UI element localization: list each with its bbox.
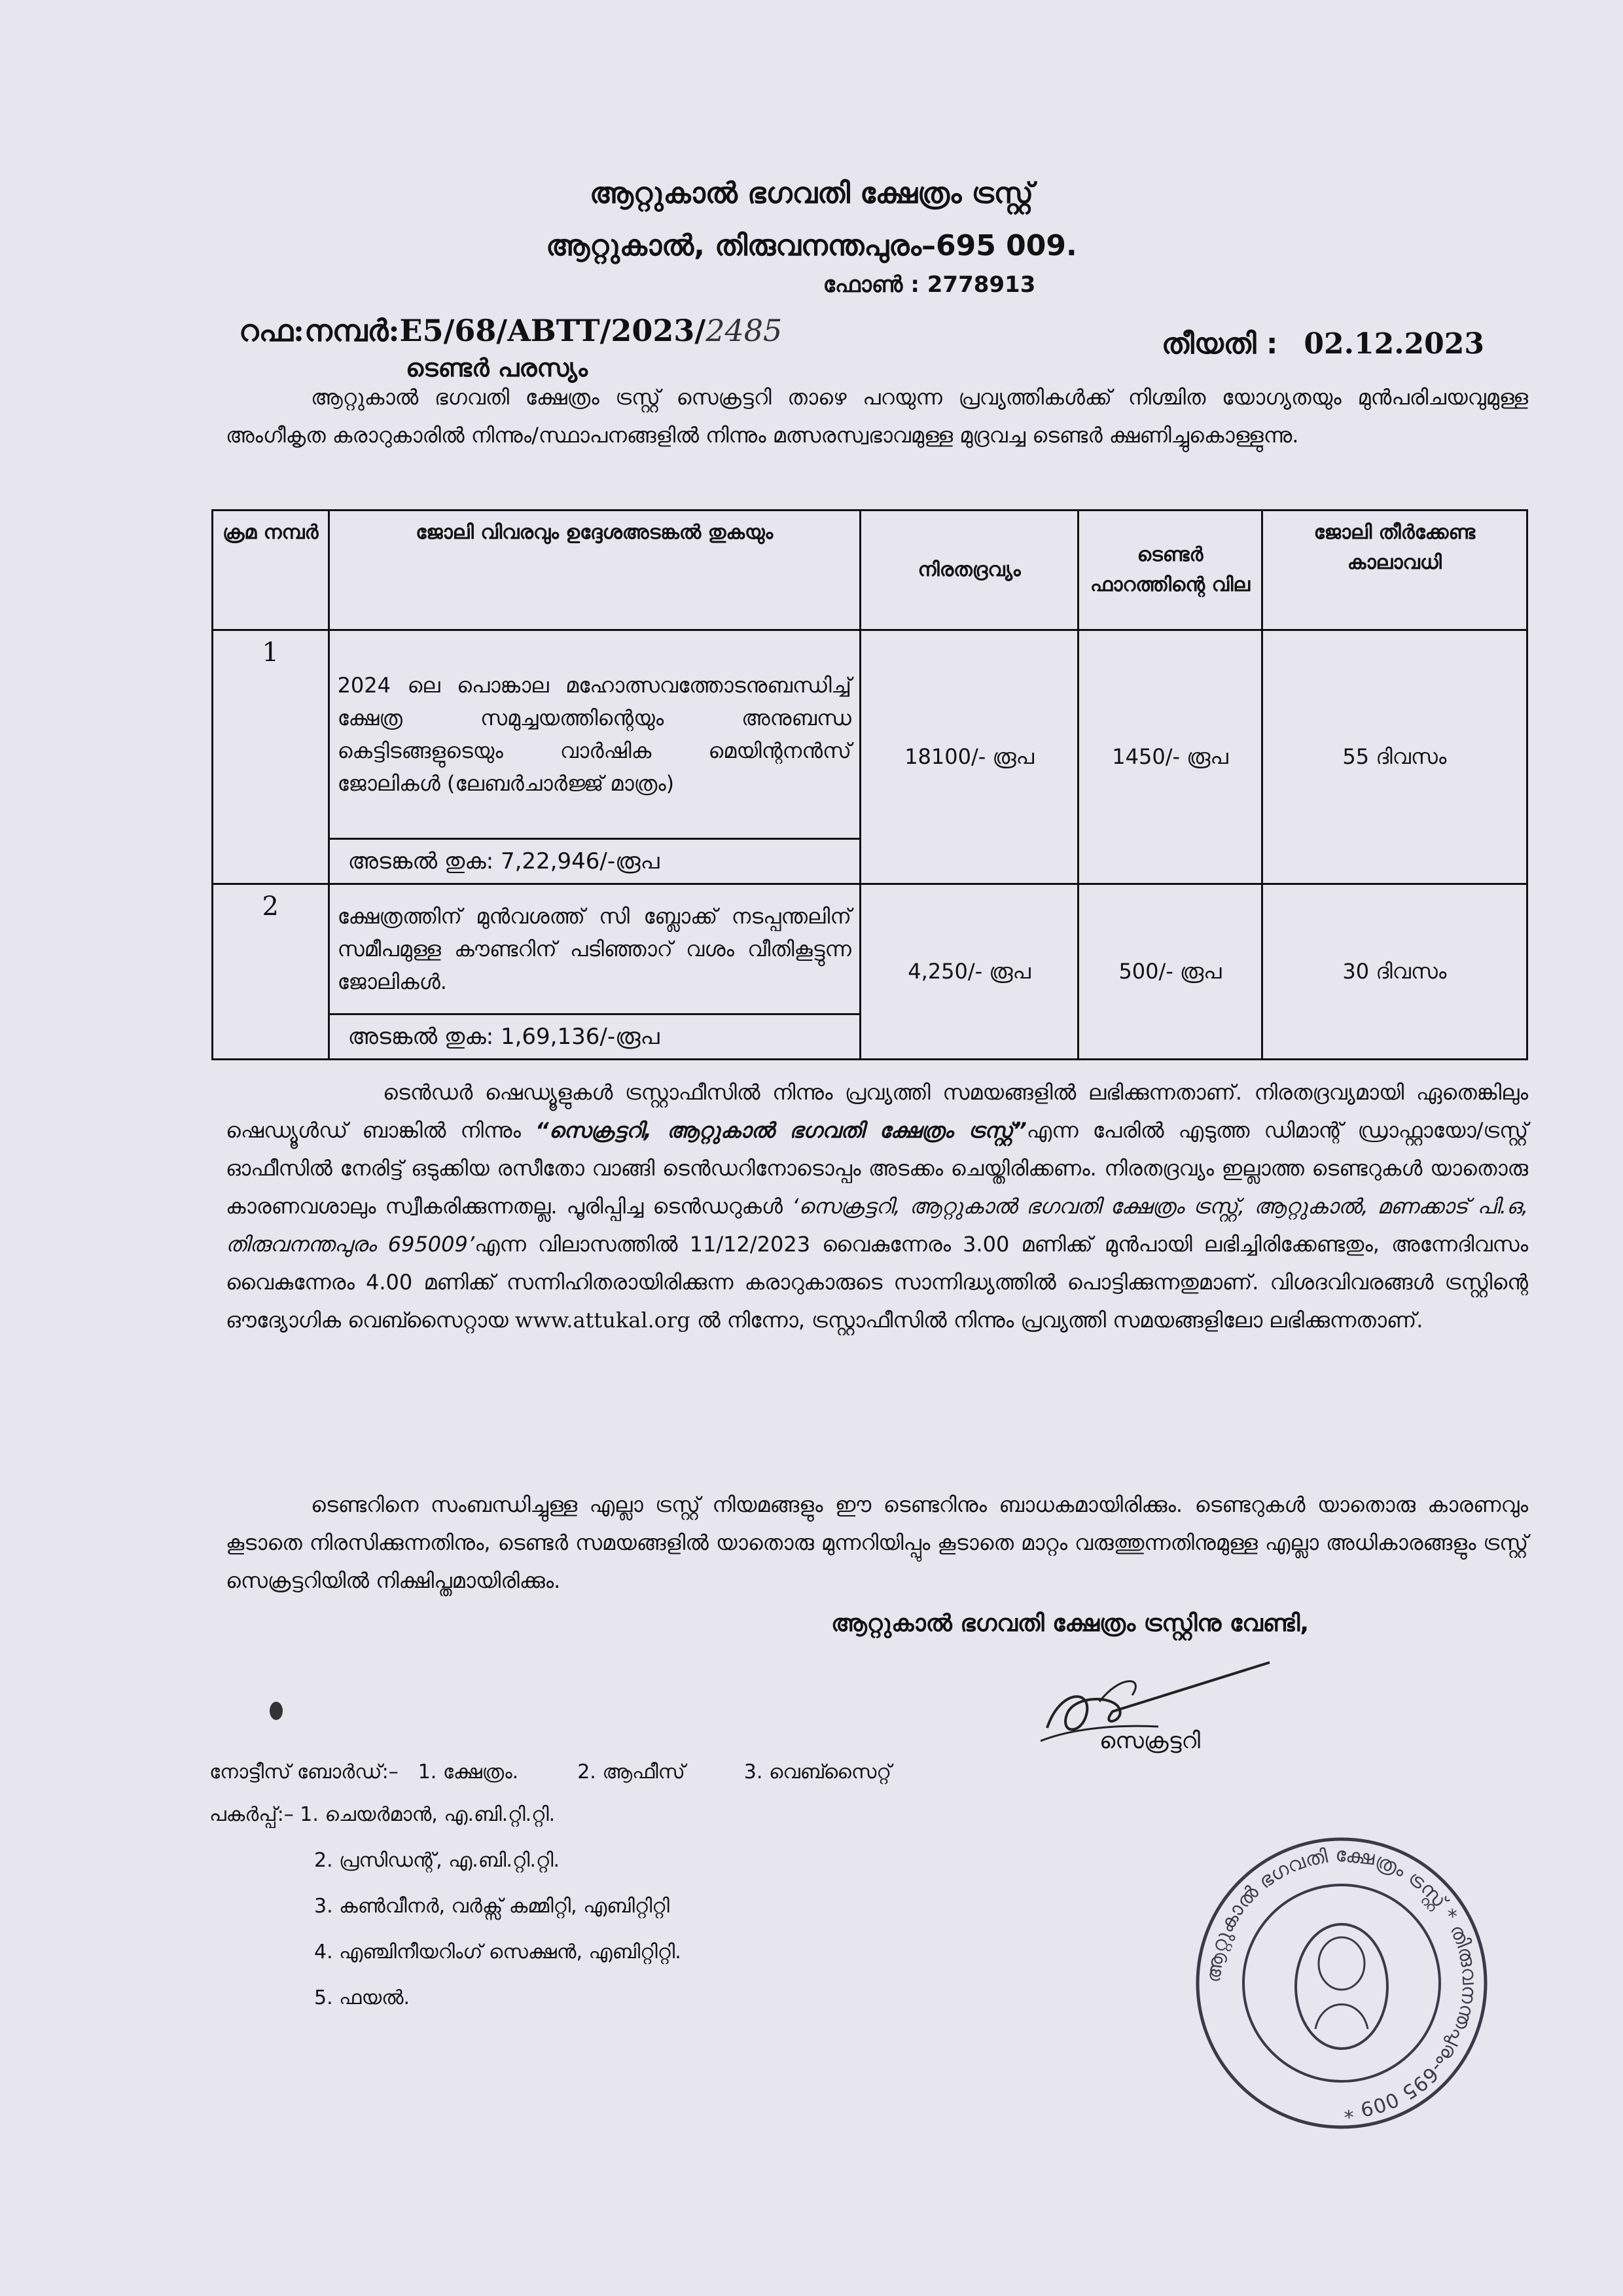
list-item: 5. ഫയൽ. [314, 1986, 410, 2009]
list-item [209, 1803, 681, 1849]
reference-number-text: റഫ:നമ്പർ:E5/68/ABTT/2023/ [239, 313, 706, 348]
trust-seal-stamp [1185, 1833, 1499, 2134]
notice-board [209, 1761, 950, 1784]
ink-spot [270, 1702, 283, 1720]
submission-paragraph [226, 1073, 1528, 1339]
seal-text: ആറ്റുകാൽ ഭഗവതി ക്ഷേത്രം ട്രസ്റ്റ് * തിരുവനന്തപുരം-695 009 * [1202, 1843, 1481, 2123]
notice-board-item: 2. ആഫീസ് [577, 1761, 685, 1784]
row-2-emd: 4,250/- രൂപ [860, 884, 1078, 1060]
submission-text-4: ൽ നിന്നോ, ട്രസ്റ്റാഫീസിൽ നിന്നും പ്രവ്യത്തി സമയങ്ങളിലോ ലഭിക്കുന്നതാണ്. [690, 1308, 1423, 1333]
submission-address: ‘സെക്രട്ടറി, ആറ്റുകാൽ ഭഗവതി ക്ഷേത്രം ട്രസ്റ്റ്, ആറ്റുകാൽ, മണക്കാട് പി.ഒ, തിരുവനന്തപുരം 695009’ [226, 1194, 1528, 1257]
header-description: ജോലി വിവരവും ഉദ്ദേശഅടങ്കൽ തുകയും [329, 511, 860, 630]
notice-board-item: 1. ക്ഷേത്രം. [418, 1761, 519, 1784]
header-period: ജോലി തീർക്കേണ്ട കാലാവധി [1262, 511, 1527, 630]
header-sl-no: ക്രമ നമ്പർ [213, 511, 329, 630]
terms-paragraph: ടെണ്ടറിനെ സംബന്ധിച്ചുള്ള എല്ലാ ട്രസ്റ്റ് നിയമങ്ങളും ഈ ടെണ്ടറിനും ബാധകമായിരിക്കും. ടെണ്ടറുകൾ യാതൊരു കാരണവും കൂടാതെ നിരസിക്കുന്നതിനും, ടെണ്ടർ സമയങ്ങളിൽ യാതൊരു മുന്നറിയിപ്പും കൂടാതെ മാറ്റം വരുത്തുന്നതിനുമുള്ള എല്ലാ അധികാരങ്ങളും ട്രസ്റ്റ് സെക്രട്ടറിയിൽ നിക്ഷിപ്തമായിരിക്കും. [226, 1492, 1528, 1593]
table-row [213, 884, 1527, 1014]
submission-text-3: എന്ന വിലാസത്തിൽ 11/12/2023 വൈകുന്നേരം 3.00 മണിക്ക് മുൻപായി ലഭിച്ചിരിക്കേണ്ടതും, അന്നേദിവസം വൈകുന്നേരം 4.00 മണിക്ക് സന്നിഹിതരായിരിക്കുന്ന കരാറുകാരുടെ സാന്നിദ്ധ്യത്തിൽ പൊട്ടിക്കുന്നതുമാണ്. വിശദവിവരങ്ങൾ ട്രസ്റ്റിന്റെ ഔദ്യോഗിക വെബ്സൈറ്റായ [226, 1232, 1528, 1333]
row-2-form-price: 500/- രൂപ [1079, 884, 1262, 1060]
submission-text-2: എന്ന പേരിൽ എടുത്ത ഡിമാന്റ് ഡ്രാഫ്റ്റായോ/ട്രസ്റ്റ് ഓഫീസിൽ നേരിട്ട് ഒടുക്കിയ രസീതോ വാങ്ങി ടെൻഡറിനോടൊപ്പം അടക്കം ചെയ്തിരിക്കണം. നിരതദ്രവ്യം ഇല്ലാത്ത ടെണ്ടറുകൾ യാതൊരു കാരണവശാലും സ്വീകരിക്കുന്നതല്ല. പൂരിപ്പിച്ച ടെൻഡറുകൾ [226, 1118, 1528, 1219]
row-2-sl: 2 [213, 884, 329, 1060]
copy-recipient: 1. ചെയർമാൻ, എ.ബി.റ്റി.റ്റി. [300, 1803, 556, 1826]
row-2-description: ക്ഷേത്രത്തിന് മുൻവശത്ത് സി ബ്ലോക്ക് നടപ്പന്തലിന് സമീപമുള്ള കൗണ്ടറിന് പടിഞ്ഞാറ് വശം വീതികൂട്ടുന്ന ജോലികൾ. [329, 884, 860, 1014]
signature-on-behalf: ആറ്റുകാൽ ഭഗവതി ക്ഷേത്രം ട്രസ്റ്റിനു വേണ്ടി, [831, 1610, 1309, 1637]
row-1-amount: അടങ്കൽ തുക: 7,22,946/-രൂപ [329, 839, 860, 884]
list-item: 4. എഞ്ചിനീയറിംഗ് സെക്ഷൻ, എബിറ്റിറ്റി. [314, 1941, 681, 1964]
date-value: 02.12.2023 [1304, 327, 1484, 361]
list-item: 3. കൺവീനർ, വർക്സ് കമ്മിറ്റി, എബിറ്റിറ്റി [314, 1895, 669, 1918]
row-2-amount: അടങ്കൽ തുക: 1,69,136/-രൂപ [329, 1014, 860, 1060]
signature-title: സെക്രട്ടറി [1099, 1728, 1201, 1754]
row-2-period: 30 ദിവസം [1262, 884, 1527, 1060]
row-1-form-price: 1450/- രൂപ [1079, 630, 1262, 884]
payee-name: “സെക്രട്ടറി, ആറ്റുകാൽ ഭഗവതി ക്ഷേത്രം ട്രസ്റ്റ്” [535, 1118, 1027, 1143]
website-link[interactable]: www.attukal.org [514, 1308, 690, 1333]
trust-address: ആറ്റുകാൽ, തിരുവനന്തപുരം–695 009. [546, 229, 1077, 262]
row-1-emd: 18100/- രൂപ [860, 630, 1078, 884]
notice-board-label: നോട്ടീസ് ബോർഡ്:– [209, 1761, 399, 1784]
table-header-row [213, 511, 1527, 630]
reference-handwritten-number: 2485 [705, 313, 783, 348]
header-emd: നിരതദ്രവ്യം [860, 511, 1078, 630]
copies-label: പകർപ്പ്:– [209, 1803, 294, 1826]
list-item: 2. പ്രസിഡന്റ്, എ.ബി.റ്റി.റ്റി. [314, 1849, 560, 1872]
trust-phone: ഫോൺ : 2778913 [823, 272, 1036, 298]
row-1-sl: 1 [213, 630, 329, 884]
trust-name: ആറ്റുകാൽ ഭഗവതി ക്ഷേത്രം ട്രസ്റ്റ് [589, 177, 1034, 210]
date-label: തീയതി : [1162, 327, 1278, 361]
notice-date [1162, 327, 1484, 361]
table-row [213, 630, 1527, 839]
copies-list [209, 1803, 681, 2032]
reference-number [239, 313, 782, 350]
row-1-period: 55 ദിവസം [1262, 630, 1527, 884]
submission-text-1: ടെൻഡർ ഷെഡ്യൂളുകൾ ട്രസ്റ്റാഫീസിൽ നിന്നും പ്രവ്യത്തി സമയങ്ങളിൽ ലഭിക്കുന്നതാണ്. നിരതദ്രവ്യമായി ഏതെങ്കിലും ഷെഡ്യൂൾഡ് ബാങ്കിൽ നിന്നും [226, 1080, 1528, 1143]
row-1-description: 2024 ലെ പൊങ്കാല മഹോത്സവത്തോടനുബന്ധിച്ച് ക്ഷേത്ര സമുച്ചയത്തിന്റെയും അനുബന്ധ കെട്ടിടങ്ങളുടെയും വാർഷിക മെയിന്റനൻസ് ജോലികൾ (ലേബർചാർജ്ജ് മാത്രം) [329, 630, 860, 839]
tender-table [211, 509, 1528, 1060]
intro-paragraph: ആറ്റുകാൽ ഭഗവതി ക്ഷേത്രം ട്രസ്റ്റ് സെക്രട്ടറി താഴെ പറയുന്ന പ്രവ്യത്തികൾക്ക് നിശ്ചിത യോഗ്യതയും മുൻപരിചയവുമുള്ള അംഗീകൃത കരാറുകാരിൽ നിന്നും/സ്ഥാപനങ്ങളിൽ നിന്നും മത്സരസ്വഭാവമുള്ള മുദ്രവച്ച ടെണ്ടർ ക്ഷണിച്ചുകൊള്ളുന്നു. [226, 385, 1528, 448]
header-form-price: ടെണ്ടർ ഫാറത്തിന്റെ വില [1079, 511, 1262, 630]
notice-subject: ടെണ്ടർ പരസ്യം [406, 353, 588, 382]
notice-board-item: 3. വെബ്സൈറ്റ് [743, 1761, 892, 1784]
